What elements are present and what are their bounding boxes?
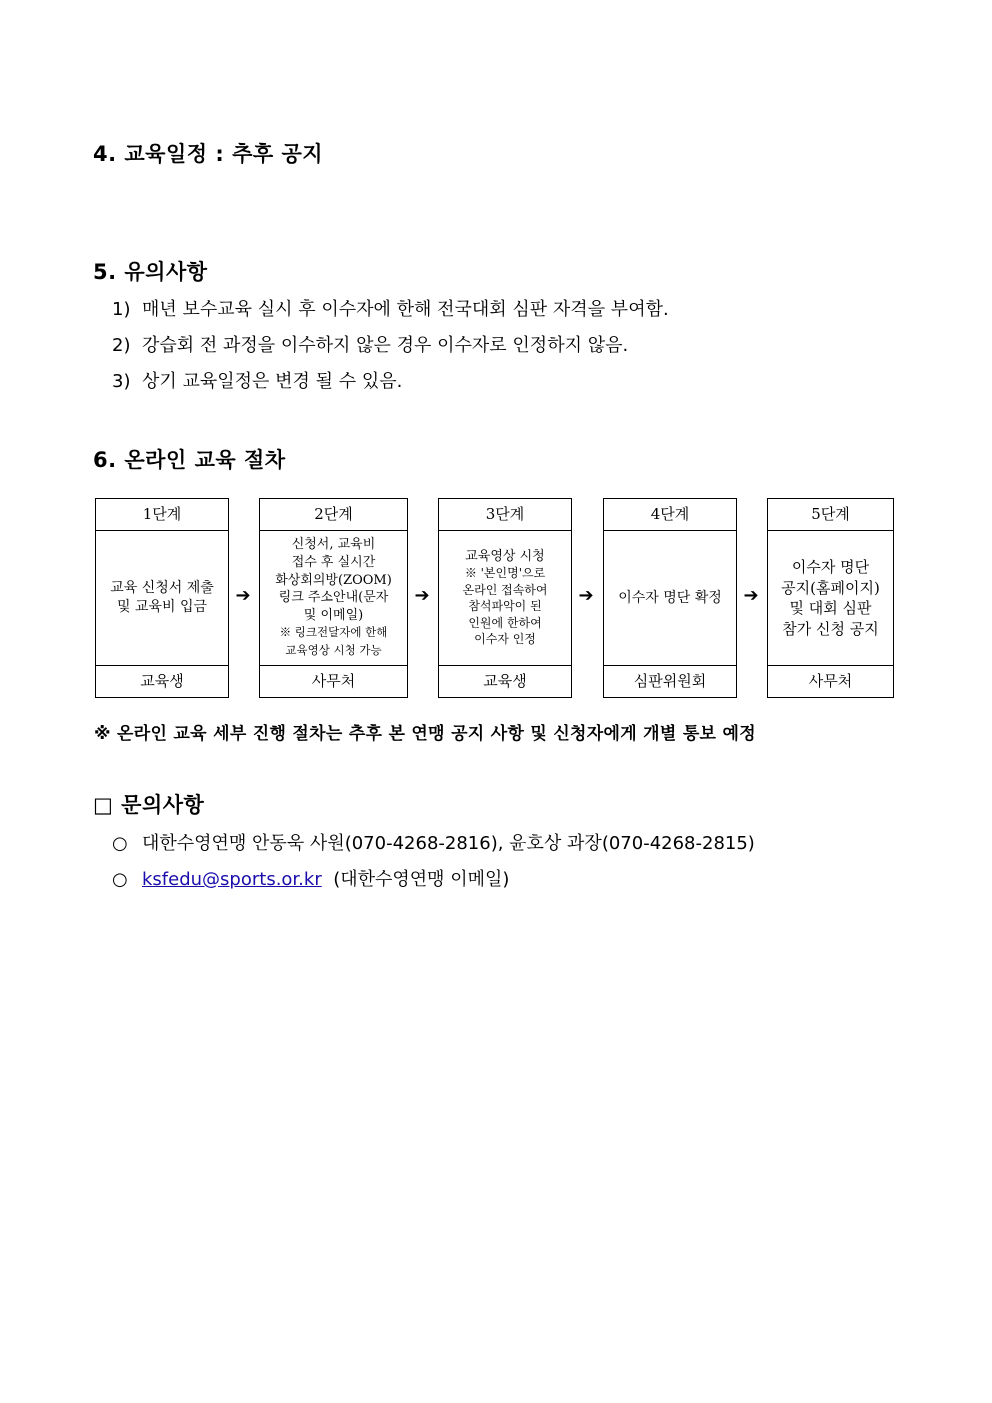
- arrow-right-icon: ➔: [578, 585, 594, 606]
- stage-title: 4단계: [604, 499, 736, 531]
- arrow-right-icon: ➔: [235, 585, 251, 606]
- note-item-text: 상기 교육일정은 변경 될 수 있음.: [142, 371, 403, 392]
- stage-5: [767, 498, 894, 698]
- note-item-number: 2): [112, 335, 131, 356]
- contact-phone-text: 대한수영연맹 안동욱 사원(070-4268-2816), 윤호상 과장(070-4268-2815): [142, 833, 755, 854]
- procedure-footnote: ※ 온라인 교육 세부 진행 절차는 추후 본 연맹 공지 사항 및 신청자에게 개별 통보 예정: [94, 724, 756, 744]
- stage-title: 1단계: [96, 499, 228, 531]
- stage-description: [260, 530, 407, 666]
- stage-line: 화상회의방(ZOOM): [275, 572, 392, 588]
- contact-heading: □ 문의사항: [93, 793, 205, 817]
- stage-line: 참가 신청 공지: [782, 619, 879, 638]
- stage-line: 및 대회 심판: [789, 599, 872, 617]
- stage-line: ※ '본인명'으로: [464, 566, 546, 580]
- stage-description: [96, 530, 228, 666]
- stage-1: [95, 498, 229, 698]
- note-item-number: 1): [112, 299, 131, 320]
- stage-actor: 교육생: [96, 665, 228, 697]
- note-item-text: 매년 보수교육 실시 후 이수자에 한해 전국대회 심판 자격을 부여함.: [142, 299, 669, 320]
- circle-bullet-icon: ○: [112, 869, 128, 890]
- contact-line-phone: [112, 829, 755, 855]
- stage-line: 교육영상 시청 가능: [285, 642, 382, 657]
- stage-line: 인원에 한하여: [468, 615, 542, 630]
- stage-line: 링크 주소안내(문자: [278, 590, 389, 606]
- stage-line: 이수자 명단: [791, 558, 870, 576]
- stage-description: [768, 530, 893, 666]
- note-item-text: 강습회 전 과정을 이수하지 않은 경우 이수자로 인정하지 않음.: [142, 335, 629, 356]
- stage-actor: 교육생: [439, 665, 571, 697]
- arrow-right-icon: ➔: [414, 585, 430, 606]
- schedule-heading: 4. 교육일정 : 추후 공지: [93, 142, 324, 166]
- email-link[interactable]: ksfedu@sports.or.kr: [142, 869, 322, 890]
- circle-bullet-icon: ○: [112, 833, 128, 854]
- stage-actor: 사무처: [260, 665, 407, 697]
- arrow-right-icon: ➔: [743, 585, 759, 606]
- email-description: (대한수영연맹 이메일): [333, 869, 510, 890]
- stage-actor: 심판위원회: [604, 665, 736, 697]
- stage-title: 5단계: [768, 499, 893, 531]
- stage-3: [438, 498, 572, 698]
- procedure-heading: 6. 온라인 교육 절차: [93, 448, 286, 472]
- contact-line-email: [112, 865, 509, 891]
- stage-2: [259, 498, 408, 698]
- stage-description: [604, 530, 736, 666]
- notes-heading: 5. 유의사항: [93, 260, 208, 284]
- stage-line: 이수자 명단 확정: [618, 589, 722, 606]
- stage-line: 이수자 인정: [474, 632, 536, 646]
- stage-actor: 사무처: [768, 665, 893, 697]
- stage-line: 및 이메일): [303, 607, 364, 623]
- stage-line: 교육 신청서 제출: [110, 580, 214, 596]
- stage-line: 교육영상 시청: [465, 548, 545, 564]
- stage-line: 및 교육비 입금: [116, 599, 208, 615]
- stage-title: 2단계: [260, 499, 407, 531]
- stage-line: 접수 후 실시간: [291, 555, 376, 571]
- stage-line: 온라인 접속하여: [462, 582, 548, 597]
- stage-line: 참석파악이 된: [468, 599, 542, 613]
- note-item-1: [112, 295, 669, 321]
- stage-description: [439, 530, 571, 666]
- note-item-number: 3): [112, 371, 131, 392]
- stage-line: 공지(홈페이지): [781, 578, 880, 597]
- stage-title: 3단계: [439, 499, 571, 531]
- stage-line: ※ 링크전달자에 한해: [279, 625, 388, 640]
- note-item-2: [112, 331, 628, 357]
- note-item-3: [112, 367, 402, 393]
- stage-4: [603, 498, 737, 698]
- stage-line: 신청서, 교육비: [291, 537, 376, 553]
